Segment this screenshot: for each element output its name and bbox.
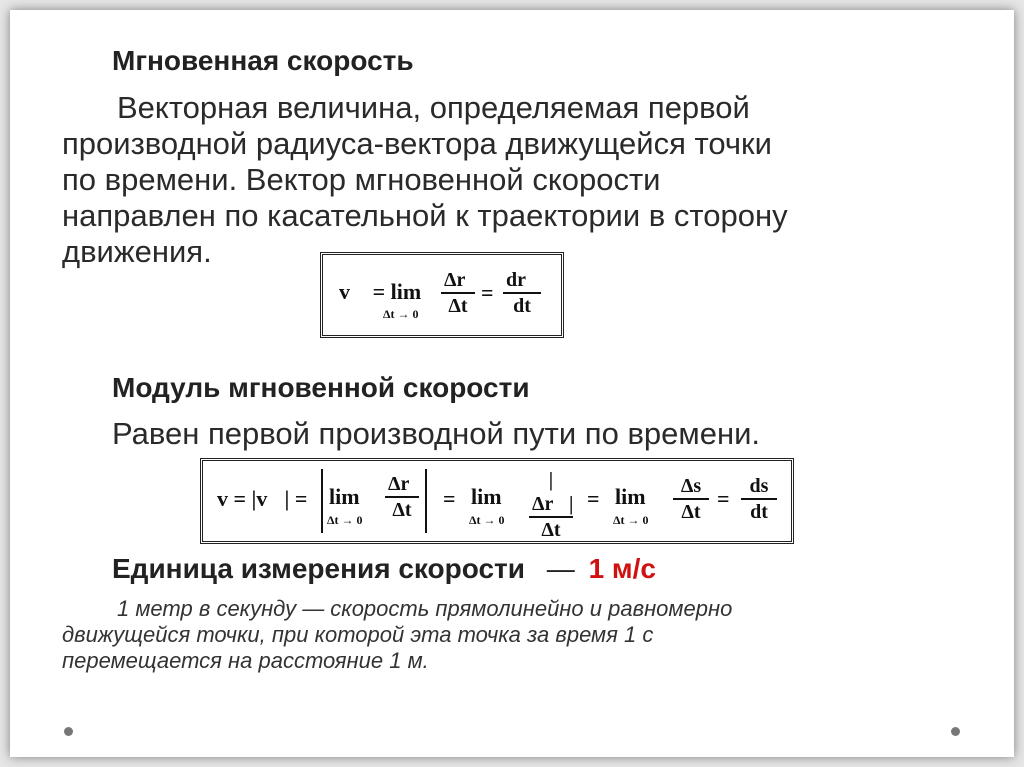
unit-definition-line: 1 метр в секунду — скорость прямолинейно и равномерно	[117, 596, 733, 621]
denominator: dt	[513, 295, 531, 317]
limit-subscript: Δt → 0	[469, 513, 505, 527]
paragraph-line: направлен по касательной к траектории в сторону	[62, 198, 788, 233]
fraction-delta-r-delta-t	[441, 268, 481, 318]
heading-instant-velocity: Мгновенная скорость	[112, 45, 414, 76]
limit-subscript: Δt → 0	[327, 513, 363, 527]
limit-subscript: Δt → 0	[383, 307, 419, 321]
denominator: Δt	[448, 295, 468, 317]
formula-lhs: v = |v⃗| =	[217, 486, 308, 511]
speed-magnitude-text: Равен первой производной пути по времени.	[112, 416, 761, 451]
numerator: ds	[741, 474, 777, 500]
formula-lhs: v⃗ = lim	[339, 279, 422, 304]
definition-paragraph	[62, 90, 788, 270]
equals-sign: =	[481, 280, 494, 305]
unit-definition	[62, 596, 732, 674]
limit-label: lim	[615, 484, 646, 509]
limit-subscript: Δt → 0	[613, 513, 649, 527]
fraction-delta-s-delta-t	[673, 474, 709, 524]
fraction-ds-dt	[741, 474, 777, 524]
equals-sign: =	[587, 486, 600, 511]
limit-label: lim	[329, 484, 360, 509]
unit-value: 1 м/с	[588, 553, 656, 584]
numerator: Δs	[673, 474, 709, 500]
denominator: dt	[750, 501, 768, 523]
fraction-abs-delta-r-delta-t	[529, 468, 573, 542]
limit-label: lim	[471, 484, 502, 509]
abs-bar-left	[321, 469, 323, 533]
formula-speed-magnitude	[200, 458, 794, 544]
numerator: Δr⃗	[385, 472, 419, 498]
paragraph-line: производной радиуса-вектора движущейся точки	[62, 126, 772, 161]
denominator: Δt	[541, 519, 561, 541]
em-dash: —	[546, 553, 575, 584]
paragraph-line: по времени. Вектор мгновенной скорости	[62, 162, 661, 197]
heading-unit-of-speed	[112, 553, 656, 585]
equals-sign: =	[717, 486, 730, 511]
corner-dot-right	[951, 727, 960, 736]
formula-velocity-vector	[320, 252, 564, 338]
numerator: dr⃗	[503, 268, 541, 294]
corner-dot-left	[64, 727, 73, 736]
slide	[10, 10, 1014, 757]
fraction-dr-dt	[503, 268, 541, 318]
denominator: Δt	[392, 499, 412, 521]
unit-heading-label: Единица измерения скорости	[112, 553, 525, 584]
unit-definition-line: перемещается на расстояние 1 м.	[62, 648, 429, 673]
abs-bar-right	[425, 469, 427, 533]
denominator: Δt	[681, 501, 701, 523]
fraction-delta-r-delta-t	[385, 472, 425, 522]
paragraph-line: Векторная величина, определяемая первой	[117, 90, 750, 125]
unit-definition-line: движущейся точки, при которой эта точка за время 1 с	[62, 622, 654, 647]
paragraph-line: движения.	[62, 234, 212, 269]
heading-speed-magnitude: Модуль мгновенной скорости	[112, 372, 530, 403]
numerator: Δr⃗	[441, 268, 475, 294]
equals-sign: =	[443, 486, 456, 511]
numerator: |Δr⃗|	[529, 468, 573, 518]
